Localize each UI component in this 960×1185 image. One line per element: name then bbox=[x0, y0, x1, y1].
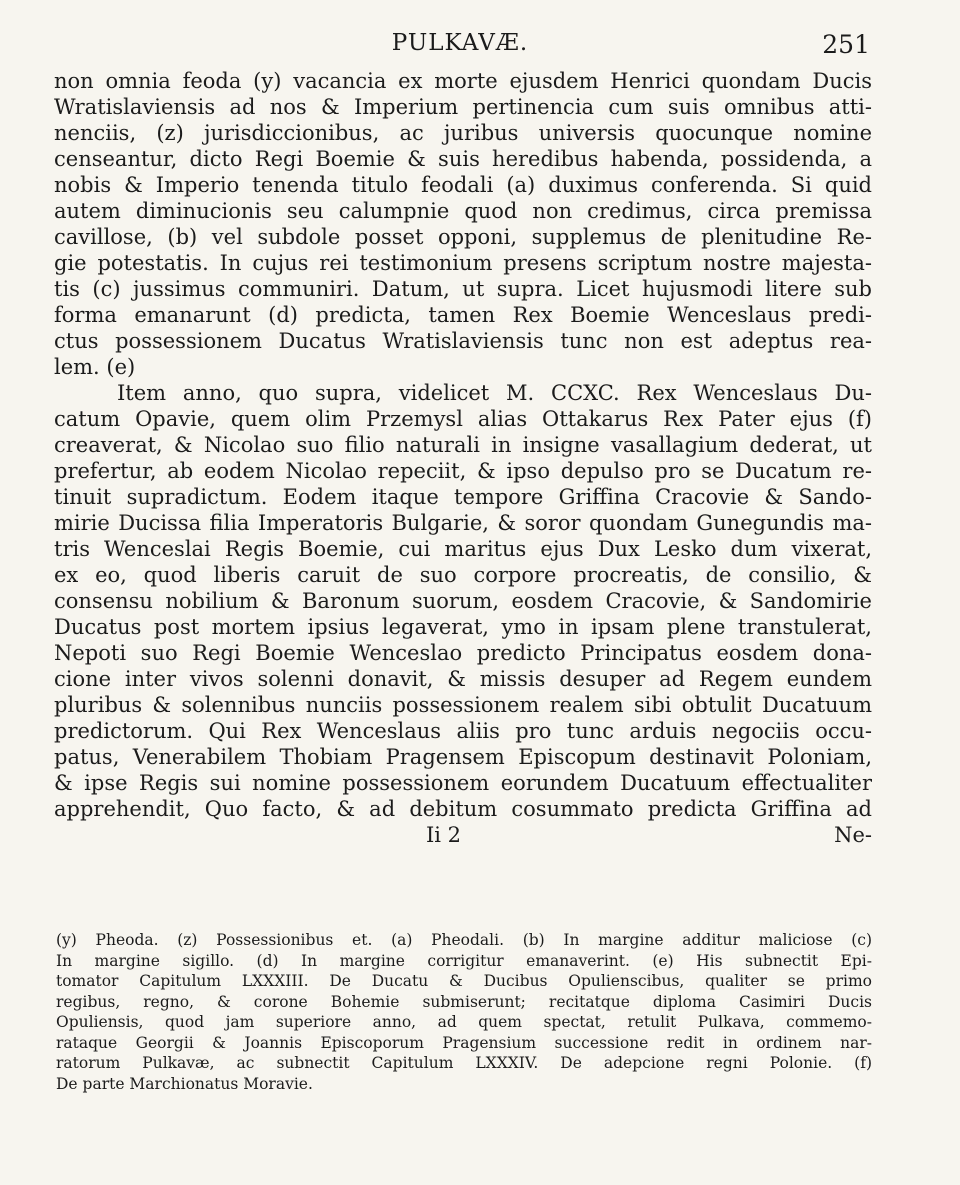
footnotes bbox=[56, 930, 872, 1094]
text-line: pluribus & solennibus nunciis possessionem realem sibi obtulit Ducatuum bbox=[54, 693, 872, 717]
text-line: mirie Ducissa filia Imperatoris Bulgarie, & soror quondam Gunegundis ma- bbox=[54, 511, 872, 535]
text-line: forma emanarunt (d) predicta, tamen Rex Boemie Wenceslaus predi- bbox=[54, 303, 872, 327]
text-line: cione inter vivos solenni donavit, & missis desuper ad Regem eundem bbox=[54, 667, 872, 691]
page-header bbox=[50, 30, 870, 66]
text-line: predictorum. Qui Rex Wenceslaus aliis pro tunc arduis negociis occu- bbox=[54, 719, 872, 743]
text-line: tis (c) jussimus communiri. Datum, ut supra. Licet hujusmodi litere sub bbox=[54, 277, 872, 301]
catchword: Ne- bbox=[834, 823, 872, 847]
footnote-line: tomator Capitulum LXXXIII. De Ducatu & Ducibus Opulienscibus, qualiter se primo bbox=[56, 972, 872, 990]
text-line: patus, Venerabilem Thobiam Pragensem Episcopum destinavit Poloniam, bbox=[54, 745, 872, 769]
text-line: Nepoti suo Regi Boemie Wenceslao predicto Principatus eosdem dona- bbox=[54, 641, 872, 665]
signature-mark: Ii 2 bbox=[426, 823, 462, 847]
text-line: Wratislaviensis ad nos & Imperium pertinencia cum suis omnibus atti- bbox=[54, 95, 872, 119]
text-line: non omnia feoda (y) vacancia ex morte ejusdem Henrici quondam Ducis bbox=[54, 69, 872, 93]
text-line: consensu nobilium & Baronum suorum, eosdem Cracovie, & Sandomirie bbox=[54, 589, 872, 613]
running-head: PULKAVÆ. bbox=[391, 30, 529, 56]
text-line: tinuit supradictum. Eodem itaque tempore Griffina Cracovie & Sando- bbox=[54, 485, 872, 509]
text-line: & ipse Regis sui nomine possessionem eorundem Ducatuum effectualiter bbox=[54, 771, 872, 795]
catch-line bbox=[54, 822, 872, 848]
text-line: Ducatus post mortem ipsius legaverat, ymo in ipsam plene transtulerat, bbox=[54, 615, 872, 639]
text-line: nenciis, (z) jurisdiccionibus, ac juribus universis quocunque nomine bbox=[54, 121, 872, 145]
text-line: ctus possessionem Ducatus Wratislaviensis tunc non est adeptus rea- bbox=[54, 329, 872, 353]
text-line: ex eo, quod liberis caruit de suo corpore procreatis, de consilio, & bbox=[54, 563, 872, 587]
text-line: catum Opavie, quem olim Przemysl alias Ottakarus Rex Pater ejus (f) bbox=[54, 407, 872, 431]
text-line: tris Wenceslai Regis Boemie, cui maritus ejus Dux Lesko dum vixerat, bbox=[54, 537, 872, 561]
text-line: Item anno, quo supra, videlicet M. CCXC. Rex Wenceslaus Du- bbox=[117, 381, 872, 405]
footnote-line: rataque Georgii & Joannis Episcoporum Pragensium successione redit in ordinem nar- bbox=[56, 1033, 872, 1052]
footnote-line: In margine sigillo. (d) In margine corrigitur emanaverint. (e) His subnectit Epi- bbox=[56, 951, 872, 970]
text-line: lem. (e) bbox=[54, 355, 136, 379]
text-line: cavillose, (b) vel subdole posset opponi, supplemus de plenitudine Re- bbox=[54, 225, 872, 249]
text-line: autem diminucionis seu calumpnie quod non credimus, circa premissa bbox=[54, 199, 872, 223]
text-line: apprehendit, Quo facto, & ad debitum cosummato predicta Griffina ad bbox=[54, 797, 872, 821]
text-line: prefertur, ab eodem Nicolao repeciit, & ipso depulso pro se Ducatum re- bbox=[54, 459, 872, 483]
text-line: creaverat, & Nicolao suo filio naturali in insigne vasallagium dederat, ut bbox=[54, 433, 872, 457]
footnote-line: Opuliensis, quod jam superiore anno, ad quem spectat, retulit Pulkava, commemo- bbox=[56, 1013, 872, 1031]
footnote-line: ratorum Pulkavæ, ac subnectit Capitulum LXXXIV. De adepcione regni Polonie. (f) bbox=[56, 1054, 872, 1072]
page-number: 251 bbox=[822, 30, 870, 59]
text-line: gie potestatis. In cujus rei testimonium presens scriptum nostre majesta- bbox=[54, 251, 872, 275]
footnote-line: De parte Marchionatus Moravie. bbox=[56, 1074, 313, 1093]
footnote-line: (y) Pheoda. (z) Possessionibus et. (a) Pheodali. (b) In margine additur maliciose (c) bbox=[56, 931, 872, 949]
text-line: censeantur, dicto Regi Boemie & suis heredibus habenda, possidenda, a bbox=[54, 147, 872, 171]
footnote-line: regibus, regno, & corone Bohemie submiserunt; recitatque diploma Casimiri Ducis bbox=[56, 992, 872, 1011]
main-text bbox=[54, 68, 872, 848]
text-line: nobis & Imperio tenenda titulo feodali (a) duximus conferenda. Si quid bbox=[54, 173, 872, 197]
